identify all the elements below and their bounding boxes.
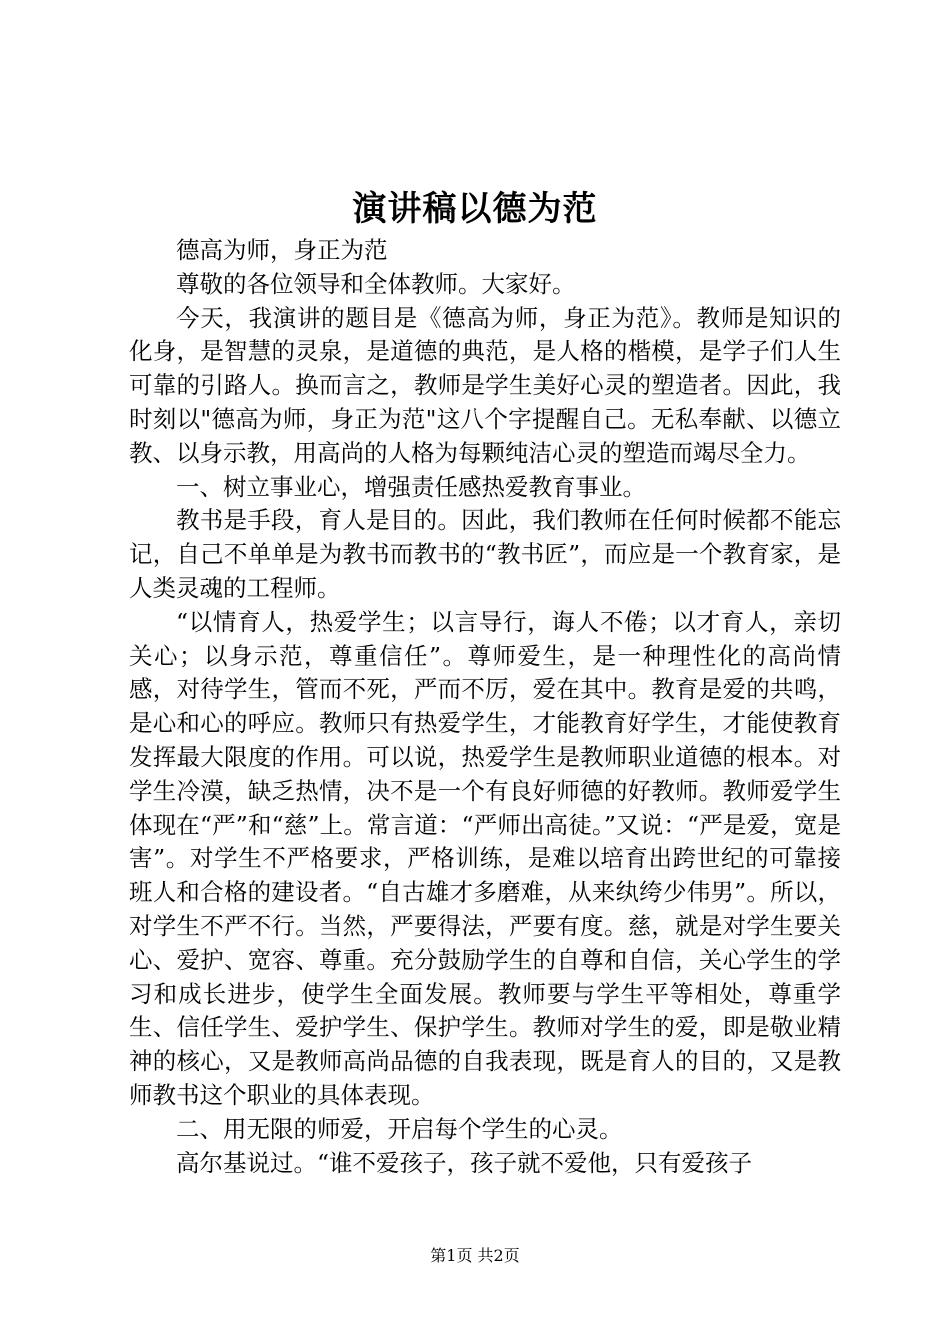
section-heading-1: 一、树立事业心，增强责任感热爱教育事业。 (176, 472, 646, 501)
paragraph-greeting: 尊敬的各位领导和全体教师。大家好。 (176, 269, 576, 298)
paragraph-teaching: 教书是手段，育人是目的。因此，我们教师在任何时候都不能忘记，自己不单单是为教书而教书的“教书匠”，而应是一个教育家，是人类灵魂的工程师。 (129, 506, 841, 602)
paragraph-gorky-quote: 高尔基说过。“谁不爱孩子，孩子就不爱他，只有爱孩子 (176, 1148, 753, 1177)
paragraph-subtitle: 德高为师，身正为范 (176, 236, 388, 264)
document-body (129, 234, 841, 1180)
paragraph-love-students: “以情育人，热爱学生；以言导行，诲人不倦；以才育人，亲切关心；以身示范，尊重信任”。尊师爱生，是一种理性化的高尚情感，对待学生，管而不死，严而不厉，爱在其中。教育是爱的共鸣，是心和心的呼应。教师只有热爱学生，才能教育好学生，才能使教育发挥最大限度的作用。可以说，热爱学生是教师职业道德的根本。对学生冷漠，缺乏热情，决不是一个有良好师德的好教师。教师爱学生体现在“严”和“慈”上。常言道：“严师出高徒。”又说：“严是爱，宽是害”。对学生不严格要求，严格训练，是难以培育出跨世纪的可靠接班人和合格的建设者。“自古雄才多磨难，从来纨绔少伟男”。所以，对学生不严不行。当然，严要得法，严要有度。慈，就是对学生要关心、爱护、宽容、尊重。充分鼓励学生的自尊和自信，关心学生的学习和成长进步，使学生全面发展。教师要与学生平等相处，尊重学生、信任学生、爱护学生、保护学生。教师对学生的爱，即是敬业精神的核心，又是教师高尚品德的自我表现，既是育人的目的，又是教师教书这个职业的具体表现。 (129, 607, 841, 1109)
paragraph-intro: 今天，我演讲的题目是《德高为师，身正为范》。教师是知识的化身，是智慧的灵泉，是道德的典范，是人格的楷模，是学子们人生可靠的引路人。换而言之，教师是学生美好心灵的塑造者。因此，我时刻以"德高为师，身正为范"这八个字提醒自己。无私奉献、以德立教、以身示教，用高尚的人格为每颗纯洁心灵的塑造而竭尽全力。 (129, 303, 841, 467)
page-footer: 第1页 共2页 (430, 1246, 520, 1265)
document-title: 演讲稿以德为范 (352, 189, 598, 229)
section-heading-2: 二、用无限的师爱，开启每个学生的心灵。 (176, 1114, 623, 1143)
